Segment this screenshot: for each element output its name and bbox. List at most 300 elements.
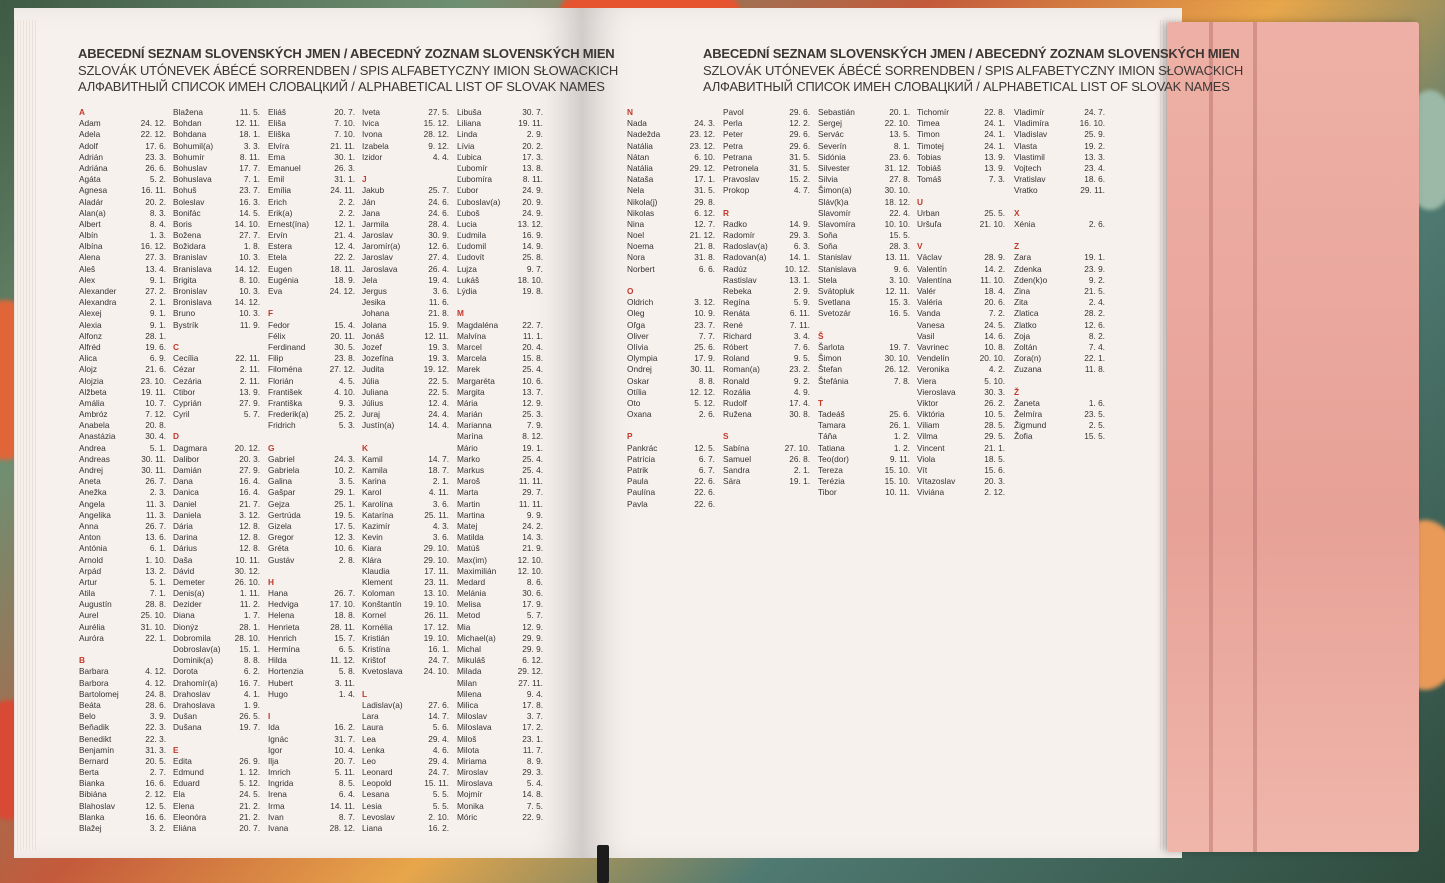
section-gap — [268, 297, 355, 308]
entry-date: 19. 10. — [423, 599, 449, 610]
entry-name: Lujza — [457, 263, 477, 274]
name-entry — [173, 465, 260, 476]
entry-name: Stela — [818, 274, 837, 285]
entry-name: Juraj — [362, 409, 380, 420]
entry-name: Viola — [917, 453, 936, 464]
entry-date: 5. 1. — [149, 576, 166, 587]
entry-date: 22. 11. — [235, 353, 260, 364]
name-entry — [818, 118, 910, 129]
entry-name: Marianna — [457, 420, 492, 431]
entry-name: Vilma — [917, 431, 938, 442]
entry-date: 14. 9. — [789, 218, 810, 229]
heading-line-1: ABECEDNÍ SEZNAM SLOVENSKÝCH JMEN / ABECEDNÝ ZOZNAM SLOVENSKÝCH MIEN — [78, 46, 615, 61]
entry-name: Bartolomej — [79, 688, 119, 699]
entry-name: Andrea — [79, 442, 106, 453]
name-entry — [362, 666, 449, 677]
name-entry — [723, 308, 810, 319]
name-entry — [79, 823, 166, 834]
entry-name: Richard — [723, 330, 752, 341]
entry-date: 16. 3. — [239, 196, 260, 207]
entry-date: 17. 3. — [522, 151, 543, 162]
entry-name: Ilja — [268, 755, 279, 766]
name-entry — [457, 443, 543, 454]
entry-name: Lesia — [362, 800, 382, 811]
entry-date: 7. 3. — [988, 174, 1005, 185]
entry-name: Ambróz — [79, 409, 108, 420]
entry-name: Agnesa — [79, 185, 108, 196]
entry-name: Dagmara — [173, 442, 208, 453]
entry-name: Gašpar — [268, 487, 296, 498]
entry-name: Marek — [457, 364, 481, 375]
letter-heading: E — [173, 744, 179, 755]
name-entry — [173, 409, 260, 420]
entry-name: Oto — [627, 397, 641, 408]
entry-name: Gizela — [268, 520, 292, 531]
entry-date: 20. 4. — [522, 341, 543, 352]
name-entry — [1014, 398, 1105, 409]
entry-name: Rastislav — [723, 274, 757, 285]
entry-name: Adam — [79, 118, 101, 129]
entry-date: 26. 4. — [428, 263, 449, 274]
entry-date: 16. 12. — [140, 241, 166, 252]
entry-date: 8. 8. — [698, 375, 715, 386]
entry-name: Dana — [173, 476, 193, 487]
name-entry — [818, 409, 910, 420]
entry-date: 22. 3. — [145, 722, 166, 733]
entry-name: Alojzia — [79, 375, 104, 386]
entry-date: 13. 6. — [145, 532, 166, 543]
entry-date: 5. 2. — [149, 174, 166, 185]
name-entry — [818, 465, 910, 476]
name-entry — [362, 107, 449, 118]
name-entry — [917, 264, 1005, 275]
section-letter — [268, 711, 355, 722]
entry-name: Bohuš — [173, 185, 197, 196]
entry-name: Gréta — [268, 543, 289, 554]
entry-name: Fedor — [268, 319, 290, 330]
entry-name: Karina — [362, 476, 386, 487]
entry-date: 13. 7. — [522, 386, 543, 397]
entry-name: Auróra — [79, 632, 104, 643]
entry-name: Zora(n) — [1014, 353, 1042, 364]
entry-date: 22. 6. — [694, 487, 715, 498]
entry-name: Jergus — [362, 286, 387, 296]
entry-name: Božena — [173, 230, 202, 241]
entry-name: Vítazoslav — [917, 476, 956, 487]
entry-date: 29. 6. — [789, 140, 810, 151]
name-entry — [457, 342, 543, 353]
entry-name: Zita — [1014, 297, 1028, 308]
entry-name: Sandra — [723, 465, 750, 475]
entry-date: 30. 11. — [141, 453, 166, 464]
entry-date: 15. 6. — [984, 465, 1005, 475]
entry-date: 12. 5. — [694, 442, 715, 453]
entry-date: 30. 5. — [334, 341, 355, 352]
name-entry — [627, 342, 715, 353]
entry-name: Rebeka — [723, 286, 752, 296]
entry-name: Patrik — [627, 465, 649, 475]
section-gap — [362, 163, 449, 174]
name-entry — [173, 174, 260, 185]
name-entry — [268, 197, 355, 208]
name-entry — [268, 622, 355, 633]
entry-date: 19. 11. — [141, 386, 166, 397]
entry-date: 12. 12. — [689, 386, 715, 397]
entry-name: Juliana — [362, 386, 389, 397]
entry-date: 30. 3. — [984, 386, 1005, 397]
name-entry — [268, 555, 355, 566]
letter-heading: F — [268, 308, 274, 319]
name-entry — [917, 152, 1005, 163]
name-entry — [268, 264, 355, 275]
entry-date: 16. 2. — [334, 722, 355, 733]
section-gap — [268, 431, 355, 442]
entry-date: 14. 11. — [330, 800, 355, 811]
entry-name: Kvetoslava — [362, 666, 403, 677]
name-entry — [362, 566, 449, 577]
name-entry — [268, 510, 355, 521]
entry-date: 24. 3. — [334, 453, 355, 464]
name-entry — [268, 745, 355, 756]
entry-name: Miloslav — [457, 711, 487, 722]
name-entry — [268, 778, 355, 789]
name-entry — [627, 219, 715, 230]
name-entry — [457, 588, 543, 599]
entry-name: Róbert — [723, 341, 748, 352]
entry-name: Alojz — [79, 364, 97, 375]
entry-date: 23. 11. — [424, 576, 449, 587]
entry-name: Vojtech — [1014, 162, 1042, 173]
entry-name: Ferdinand — [268, 341, 306, 352]
entry-name: Danica — [173, 487, 199, 498]
entry-name: Noel — [627, 230, 645, 241]
name-entry — [362, 823, 449, 834]
entry-date: 19. 3. — [428, 353, 449, 364]
entry-name: Vratislav — [1014, 174, 1046, 185]
entry-name: Šimon(a) — [818, 185, 852, 196]
entry-name: Adrián — [79, 151, 103, 162]
name-entry — [723, 364, 810, 375]
name-entry — [173, 387, 260, 398]
entry-name: Dalibor — [173, 453, 200, 464]
entry-name: Marína — [457, 431, 483, 442]
entry-name: Štefan — [818, 364, 842, 375]
name-entry — [457, 320, 543, 331]
entry-date: 21. 12. — [689, 230, 715, 241]
name-entry — [1014, 342, 1105, 353]
name-entry — [173, 566, 260, 577]
entry-name: Perla — [723, 118, 743, 129]
entry-date: 25. 6. — [889, 409, 910, 420]
entry-date: 6. 4. — [338, 789, 355, 800]
entry-name: Urban — [917, 207, 940, 218]
entry-date: 12. 6. — [1084, 319, 1105, 330]
name-entry — [818, 219, 910, 230]
entry-date: 8. 2. — [1088, 330, 1105, 341]
entry-date: 12. 3. — [334, 532, 355, 543]
entry-date: 14. 7. — [428, 453, 449, 464]
entry-name: Kristián — [362, 632, 390, 643]
entry-name: Mojmír — [457, 789, 483, 800]
entry-name: Ľubomíra — [457, 174, 493, 185]
name-entry — [79, 510, 166, 521]
entry-date: 23. 2. — [789, 364, 810, 375]
name-entry — [79, 454, 166, 465]
entry-date: 26. 7. — [145, 476, 166, 487]
name-entry — [362, 734, 449, 745]
entry-name: Alexej — [79, 308, 102, 319]
entry-name: Margaréta — [457, 375, 495, 386]
entry-date: 8. 8. — [243, 655, 260, 666]
name-column — [917, 107, 1005, 499]
entry-name: Vratko — [1014, 185, 1038, 196]
name-entry — [457, 163, 543, 174]
section-gap — [1014, 376, 1105, 387]
entry-date: 23. 1. — [522, 733, 543, 744]
entry-date: 16. 10. — [1079, 118, 1105, 129]
entry-date: 10. 6. — [334, 543, 355, 554]
name-entry — [627, 376, 715, 387]
entry-name: Justín(a) — [362, 420, 395, 431]
name-entry — [268, 275, 355, 286]
entry-date: 10. 11. — [235, 554, 260, 565]
entry-date: 21. 4. — [334, 230, 355, 241]
name-entry — [917, 420, 1005, 431]
entry-name: Kamil — [362, 453, 383, 464]
name-entry — [818, 230, 910, 241]
name-entry — [79, 163, 166, 174]
section-gap — [457, 297, 543, 308]
entry-name: Viliam — [917, 420, 940, 431]
name-entry — [723, 118, 810, 129]
section-gap — [362, 431, 449, 442]
name-entry — [362, 588, 449, 599]
name-entry — [1014, 264, 1105, 275]
entry-name: Dušana — [173, 722, 202, 733]
entry-name: Tichomír — [917, 107, 949, 117]
entry-name: Alan(a) — [79, 207, 106, 218]
entry-name: Žaneta — [1014, 397, 1040, 408]
entry-name: Beáta — [79, 699, 101, 710]
name-entry — [1014, 118, 1105, 129]
entry-date: 22. 5. — [428, 386, 449, 397]
name-entry — [627, 174, 715, 185]
entry-date: 8. 11. — [239, 151, 260, 162]
entry-date: 15. 10. — [884, 476, 910, 487]
name-entry — [723, 476, 810, 487]
entry-date: 24. 6. — [428, 196, 449, 207]
name-entry — [79, 141, 166, 152]
entry-date: 24. 5. — [984, 319, 1005, 330]
name-entry — [173, 510, 260, 521]
name-column — [268, 107, 355, 834]
name-entry — [173, 376, 260, 387]
entry-date: 9. 12. — [428, 140, 449, 151]
section-letter — [268, 308, 355, 319]
entry-name: Viviána — [917, 487, 945, 498]
entry-name: Oskar — [627, 375, 650, 386]
entry-date: 20. 11. — [330, 330, 355, 341]
entry-name: Milada — [457, 666, 482, 677]
entry-name: Helena — [268, 610, 295, 621]
entry-name: Ivica — [362, 118, 380, 129]
entry-name: Lívia — [457, 140, 475, 151]
entry-date: 21. 1. — [984, 442, 1005, 453]
name-entry — [268, 241, 355, 252]
entry-name: Ignác — [268, 733, 289, 744]
name-entry — [457, 487, 543, 498]
entry-date: 26. 1. — [889, 420, 910, 431]
entry-name: Júlia — [362, 375, 380, 386]
entry-name: Pavol — [723, 107, 744, 117]
name-entry — [79, 532, 166, 543]
entry-name: Eugénia — [268, 274, 299, 285]
name-entry — [268, 633, 355, 644]
entry-date: 4. 1. — [243, 688, 260, 699]
entry-name: Blažej — [79, 823, 102, 833]
name-entry — [79, 376, 166, 387]
section-letter — [818, 398, 910, 409]
entry-date: 26. 5. — [239, 711, 260, 722]
entry-name: Edita — [173, 755, 192, 766]
name-entry — [79, 286, 166, 297]
entry-name: Dorota — [173, 666, 198, 677]
entry-date: 20. 2. — [145, 196, 166, 207]
entry-date: 6. 7. — [698, 465, 715, 475]
entry-date: 26. 9. — [239, 755, 260, 766]
entry-date: 19. 7. — [889, 341, 910, 352]
entry-name: Soňa — [818, 230, 838, 241]
entry-name: Timea — [917, 118, 940, 129]
entry-date: 10. 7. — [145, 397, 166, 408]
entry-date: 5. 4. — [526, 778, 543, 789]
entry-date: 2. 1. — [149, 297, 166, 308]
entry-name: Michael(a) — [457, 632, 496, 643]
entry-date: 3. 12. — [694, 297, 715, 308]
entry-date: 24. 4. — [428, 409, 449, 420]
entry-name: Vanesa — [917, 319, 945, 330]
entry-name: Artur — [79, 576, 97, 587]
name-entry — [1014, 420, 1105, 431]
entry-name: Laura — [362, 722, 384, 733]
entry-date: 21. 6. — [145, 364, 166, 375]
entry-name: Václav — [917, 252, 942, 263]
page-edges-left — [14, 20, 36, 850]
entry-date: 26. 7. — [334, 588, 355, 599]
entry-date: 2. 5. — [1088, 420, 1105, 431]
entry-name: Aladár — [79, 196, 103, 207]
entry-name: Cyprián — [173, 397, 202, 408]
entry-name: Albert — [79, 218, 101, 229]
entry-name: Otília — [627, 386, 647, 397]
entry-date: 2. 9. — [793, 286, 810, 296]
name-entry — [79, 521, 166, 532]
name-entry — [1014, 297, 1105, 308]
name-entry — [627, 129, 715, 140]
entry-name: Hortenzia — [268, 666, 304, 677]
name-entry — [79, 756, 166, 767]
name-entry — [723, 398, 810, 409]
entry-name: Markus — [457, 465, 485, 475]
entry-date: 24. 11. — [330, 185, 355, 196]
entry-name: Šimon — [818, 353, 842, 364]
entry-date: 16. 4. — [239, 487, 260, 498]
entry-name: René — [723, 319, 743, 330]
entry-name: Matúš — [457, 543, 480, 554]
entry-date: 8. 4. — [149, 218, 166, 229]
entry-date: 19. 5. — [334, 509, 355, 520]
name-entry — [818, 163, 910, 174]
entry-name: Július — [362, 397, 384, 408]
entry-name: Mia — [457, 621, 471, 632]
entry-name: Bohdana — [173, 129, 207, 140]
entry-date: 22. 9. — [522, 811, 543, 822]
entry-date: 24. 5. — [239, 789, 260, 800]
entry-name: Zlatica — [1014, 308, 1039, 319]
entry-name: Margita — [457, 386, 485, 397]
entry-name: Anabela — [79, 420, 110, 431]
entry-date: 17. 8. — [522, 699, 543, 710]
right-page-heading — [703, 46, 1243, 96]
letter-heading: O — [627, 286, 634, 296]
entry-name: Leopold — [362, 778, 392, 789]
name-entry — [268, 398, 355, 409]
name-entry — [362, 577, 449, 588]
name-entry — [268, 320, 355, 331]
name-entry — [457, 476, 543, 487]
section-letter — [1014, 208, 1105, 219]
entry-date: 7. 10. — [334, 129, 355, 140]
entry-name: Gregor — [268, 532, 294, 543]
entry-date: 2. 12. — [984, 487, 1005, 498]
name-entry — [173, 107, 260, 118]
entry-date: 1. 6. — [1088, 397, 1105, 408]
entry-date: 30. 1. — [334, 151, 355, 162]
name-entry — [268, 208, 355, 219]
entry-name: Zden(k)o — [1014, 274, 1048, 285]
section-gap — [627, 275, 715, 286]
name-entry — [362, 376, 449, 387]
name-entry — [79, 543, 166, 554]
entry-date: 3. 12. — [239, 509, 260, 520]
name-entry — [362, 700, 449, 711]
name-entry — [79, 722, 166, 733]
entry-name: Pavla — [627, 498, 648, 509]
entry-name: Irena — [268, 789, 287, 800]
name-entry — [818, 443, 910, 454]
name-entry — [362, 610, 449, 621]
name-entry — [917, 252, 1005, 263]
entry-date: 3. 3. — [243, 140, 260, 151]
entry-date: 3. 11. — [334, 677, 355, 688]
entry-name: Anton — [79, 532, 101, 543]
entry-name: Irma — [268, 800, 285, 811]
name-entry — [457, 801, 543, 812]
entry-date: 3. 5. — [338, 476, 355, 487]
section-gap — [268, 566, 355, 577]
entry-date: 15. 5. — [889, 230, 910, 241]
name-entry — [268, 107, 355, 118]
entry-name: Kamila — [362, 465, 388, 475]
entry-date: 12. 7. — [694, 218, 715, 229]
name-entry — [173, 543, 260, 554]
entry-date: 8. 10. — [239, 274, 260, 285]
entry-name: Levoslav — [362, 811, 395, 822]
entry-name: Vendelín — [917, 353, 950, 364]
entry-name: Bohumír — [173, 151, 205, 162]
name-entry — [457, 398, 543, 409]
name-entry — [268, 666, 355, 677]
